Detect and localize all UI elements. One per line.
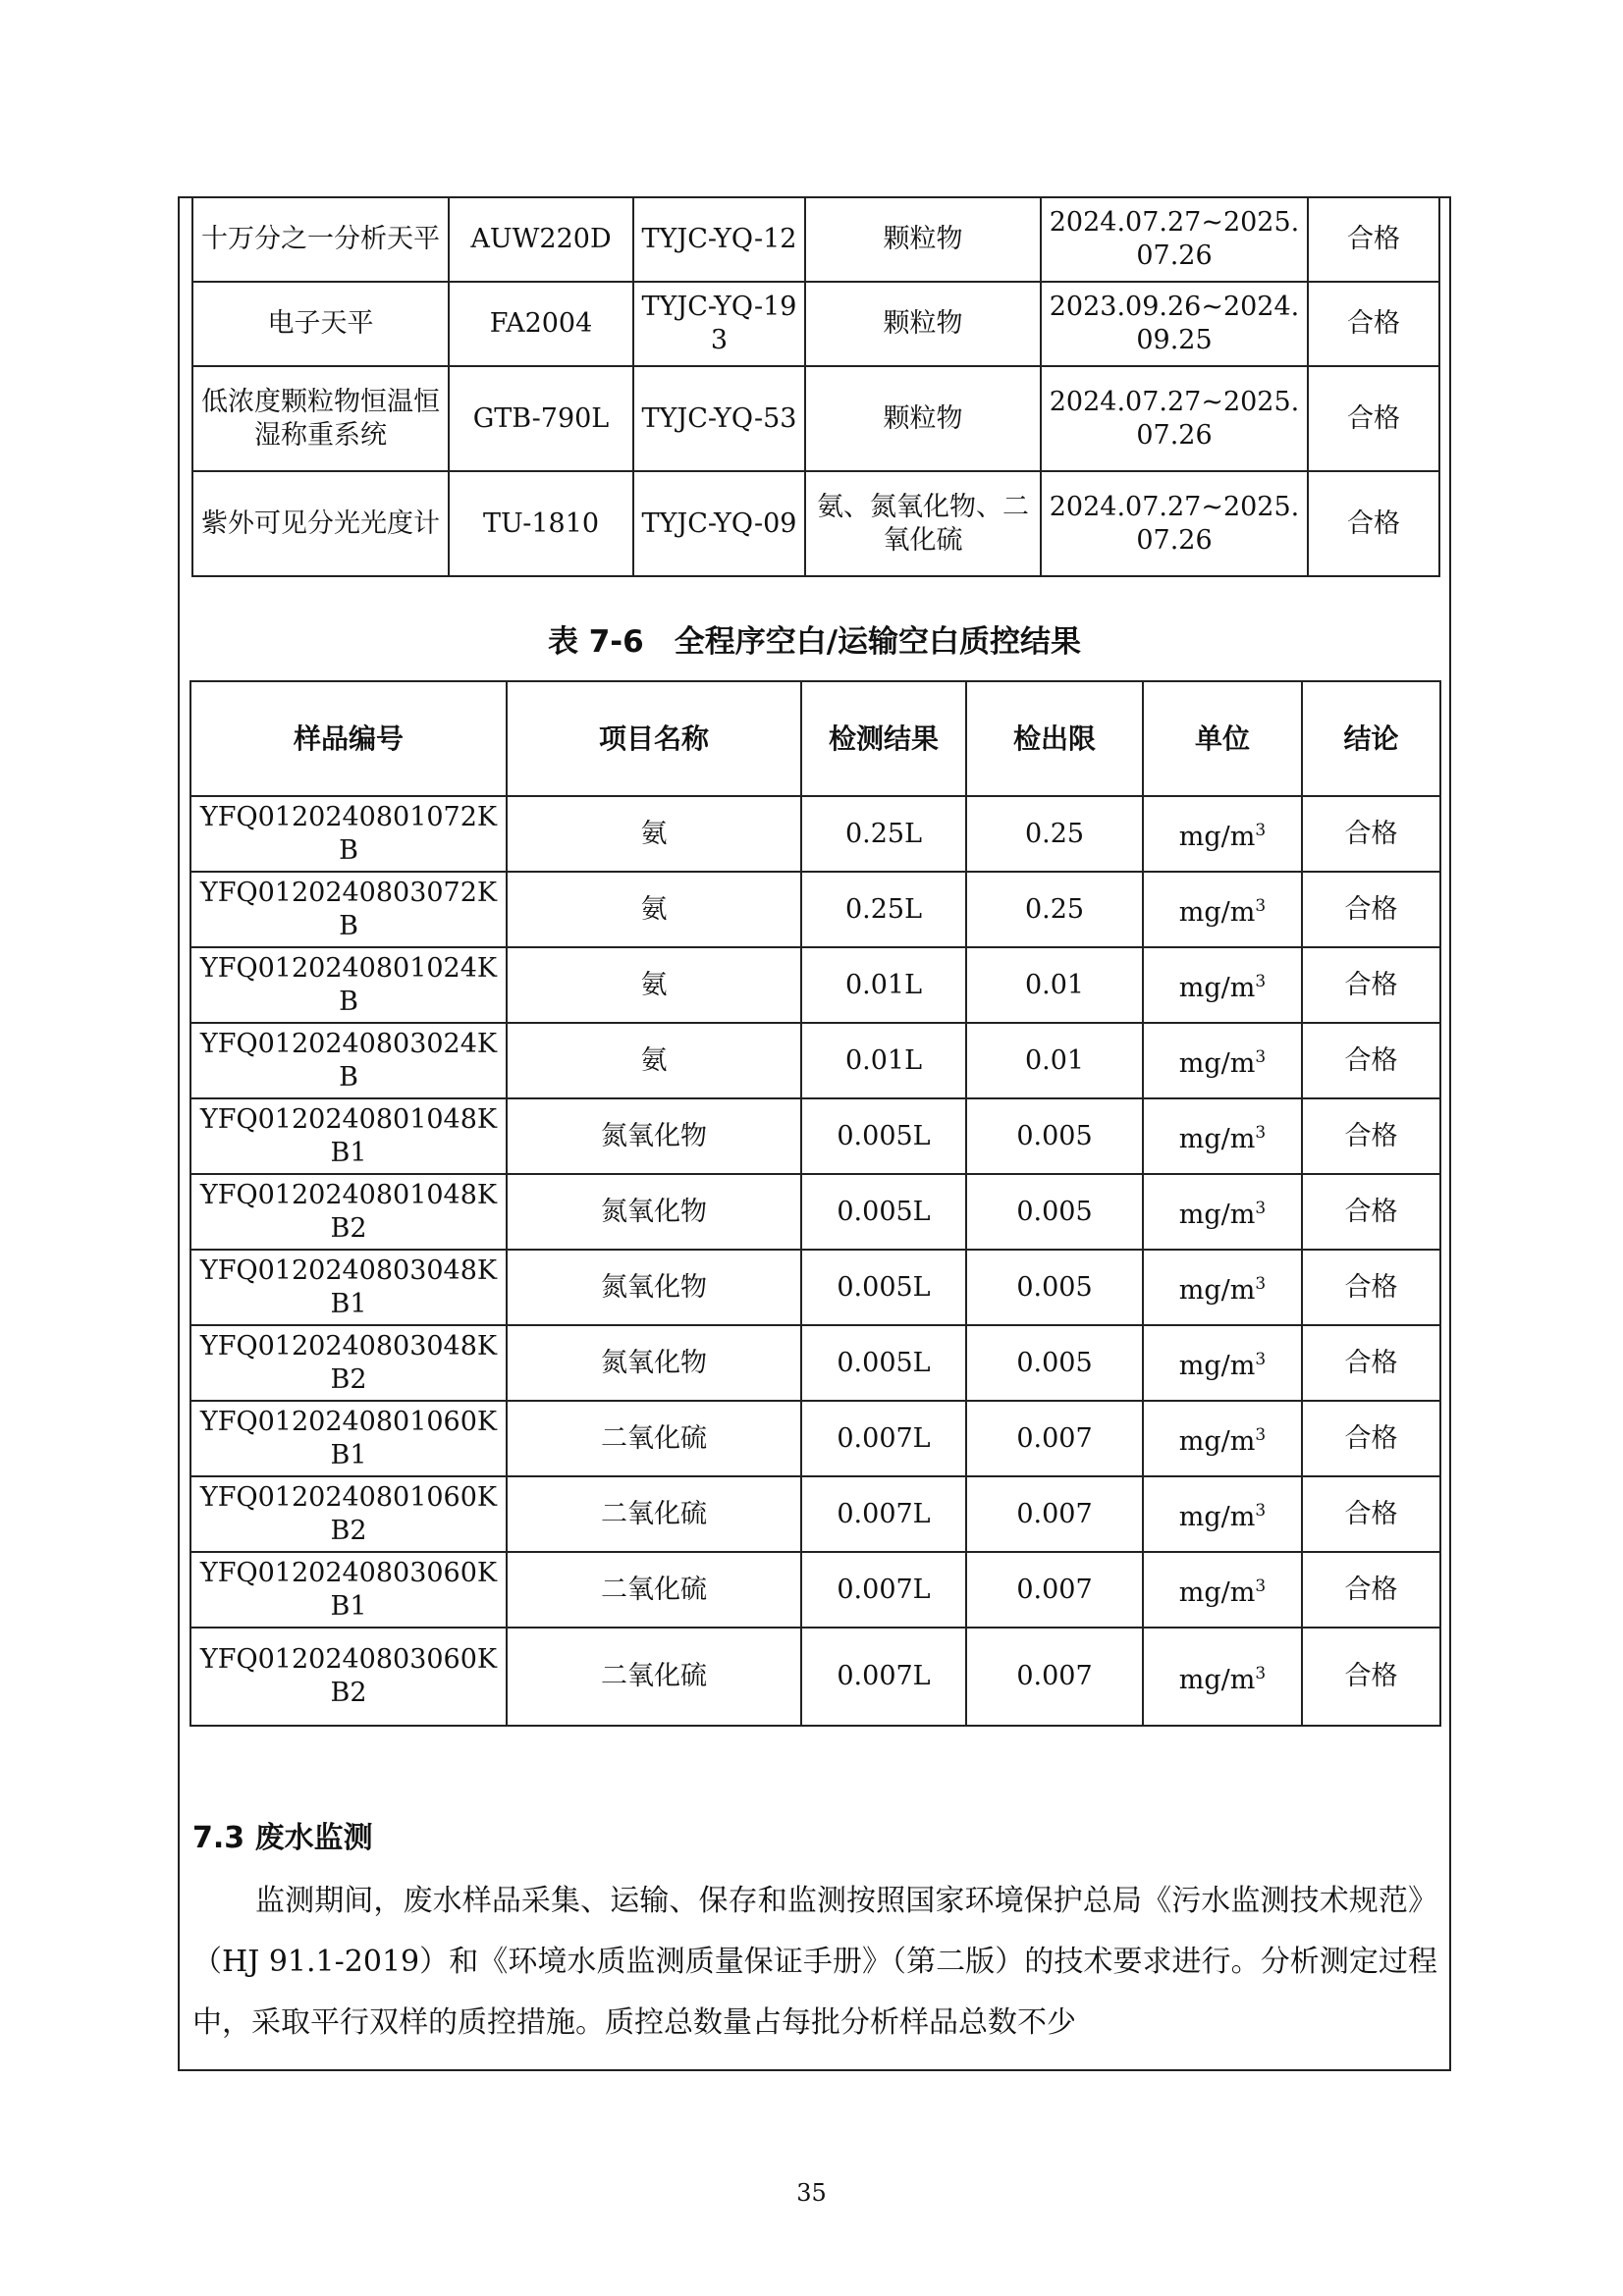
calibration-period: 2024.07.27~2025.07.26 <box>1041 197 1308 282</box>
instrument-name: 紫外可见分光光度计 <box>192 471 449 576</box>
conclusion: 合格 <box>1302 1476 1440 1552</box>
detection-limit: 0.005 <box>966 1250 1143 1325</box>
item-name: 二氧化硫 <box>507 1552 801 1628</box>
unit-exponent: 3 <box>1255 1274 1267 1294</box>
sample-id: YFQ0120240801024KB <box>190 947 507 1023</box>
item-name: 氨 <box>507 872 801 947</box>
unit <box>1143 1023 1302 1098</box>
conclusion: 合格 <box>1302 1174 1440 1250</box>
test-result: 0.01L <box>801 947 966 1023</box>
item-name: 氨 <box>507 1023 801 1098</box>
instrument-result: 合格 <box>1308 282 1439 366</box>
detection-limit: 0.01 <box>966 1023 1143 1098</box>
blank-qc-results-table <box>189 680 1441 1727</box>
qc-table-row <box>190 1325 1440 1401</box>
unit-exponent: 3 <box>1255 1047 1267 1067</box>
instrument-name: 低浓度颗粒物恒温恒湿称重系统 <box>192 366 449 471</box>
sample-id: YFQ0120240801072KB <box>190 796 507 872</box>
unit-base: mg/m <box>1178 822 1256 852</box>
unit <box>1143 1552 1302 1628</box>
test-result: 0.25L <box>801 796 966 872</box>
detection-limit: 0.005 <box>966 1325 1143 1401</box>
sample-id: YFQ0120240801048KB1 <box>190 1098 507 1174</box>
unit-base: mg/m <box>1178 1351 1256 1381</box>
instrument-result: 合格 <box>1308 197 1439 282</box>
conclusion: 合格 <box>1302 872 1440 947</box>
qc-table-row <box>190 1401 1440 1476</box>
instrument-calibration-table <box>191 196 1440 577</box>
qc-table-row <box>190 796 1440 872</box>
qc-table-row <box>190 947 1440 1023</box>
calibration-period: 2024.07.27~2025.07.26 <box>1041 471 1308 576</box>
sample-id: YFQ0120240803048KB2 <box>190 1325 507 1401</box>
qc-table-row <box>190 872 1440 947</box>
detection-limit: 0.007 <box>966 1401 1143 1476</box>
table-caption: 表 7-6 全程序空白/运输空白质控结果 <box>547 624 1082 660</box>
qc-table-row <box>190 1476 1440 1552</box>
item-name: 二氧化硫 <box>507 1401 801 1476</box>
test-result: 0.005L <box>801 1325 966 1401</box>
instrument-model: TU-1810 <box>449 471 633 576</box>
unit-exponent: 3 <box>1255 896 1267 916</box>
unit-base: mg/m <box>1178 1426 1256 1457</box>
item-name: 氮氧化物 <box>507 1098 801 1174</box>
detection-limit: 0.25 <box>966 796 1143 872</box>
instrument-row <box>192 282 1439 366</box>
sample-id: YFQ0120240803060KB2 <box>190 1628 507 1726</box>
instrument-result: 合格 <box>1308 366 1439 471</box>
test-result: 0.007L <box>801 1476 966 1552</box>
unit-base: mg/m <box>1178 1200 1256 1230</box>
conclusion: 合格 <box>1302 947 1440 1023</box>
header-test-result: 检测结果 <box>801 681 966 796</box>
instrument-model: AUW220D <box>449 197 633 282</box>
page-number: 35 <box>796 2179 827 2207</box>
sample-id: YFQ0120240803024KB <box>190 1023 507 1098</box>
sample-id: YFQ0120240803060KB1 <box>190 1552 507 1628</box>
detection-limit: 0.01 <box>966 947 1143 1023</box>
sample-id: YFQ0120240801060KB2 <box>190 1476 507 1552</box>
conclusion: 合格 <box>1302 1250 1440 1325</box>
unit-exponent: 3 <box>1255 1501 1267 1521</box>
unit-base: mg/m <box>1178 1502 1256 1532</box>
test-result: 0.01L <box>801 1023 966 1098</box>
unit <box>1143 1098 1302 1174</box>
sample-id: YFQ0120240803072KB <box>190 872 507 947</box>
unit-exponent: 3 <box>1255 1199 1267 1218</box>
instrument-row <box>192 197 1439 282</box>
header-conclusion: 结论 <box>1302 681 1440 796</box>
unit-base: mg/m <box>1178 973 1256 1003</box>
instrument-table-body <box>192 197 1439 576</box>
instrument-test-item: 氨、氮氧化物、二氧化硫 <box>805 471 1041 576</box>
unit <box>1143 1325 1302 1401</box>
unit <box>1143 1174 1302 1250</box>
detection-limit: 0.005 <box>966 1174 1143 1250</box>
item-name: 氮氧化物 <box>507 1250 801 1325</box>
test-result: 0.005L <box>801 1174 966 1250</box>
unit-base: mg/m <box>1178 1048 1256 1079</box>
test-result: 0.005L <box>801 1250 966 1325</box>
item-name: 二氧化硫 <box>507 1628 801 1726</box>
unit-exponent: 3 <box>1255 1123 1267 1143</box>
qc-table-row <box>190 1250 1440 1325</box>
instrument-test-item: 颗粒物 <box>805 282 1041 366</box>
unit-exponent: 3 <box>1255 1663 1267 1683</box>
sample-id: YFQ0120240801048KB2 <box>190 1174 507 1250</box>
unit-exponent: 3 <box>1255 1350 1267 1369</box>
detection-limit: 0.007 <box>966 1628 1143 1726</box>
test-result: 0.007L <box>801 1401 966 1476</box>
qc-table-row <box>190 1552 1440 1628</box>
section-heading: 7.3 废水监测 <box>192 1821 373 1855</box>
header-detection-limit: 检出限 <box>966 681 1143 796</box>
calibration-period: 2023.09.26~2024.09.25 <box>1041 282 1308 366</box>
instrument-row <box>192 366 1439 471</box>
qc-table-row <box>190 1174 1440 1250</box>
instrument-name: 十万分之一分析天平 <box>192 197 449 282</box>
test-result: 0.25L <box>801 872 966 947</box>
unit-base: mg/m <box>1178 1275 1256 1306</box>
item-name: 氨 <box>507 947 801 1023</box>
conclusion: 合格 <box>1302 1023 1440 1098</box>
qc-table-body <box>190 796 1440 1726</box>
header-item-name: 项目名称 <box>507 681 801 796</box>
unit-base: mg/m <box>1178 1664 1256 1695</box>
unit <box>1143 1401 1302 1476</box>
unit <box>1143 872 1302 947</box>
unit <box>1143 796 1302 872</box>
instrument-row <box>192 471 1439 576</box>
unit <box>1143 1476 1302 1552</box>
item-name: 氮氧化物 <box>507 1325 801 1401</box>
detection-limit: 0.25 <box>966 872 1143 947</box>
instrument-model: FA2004 <box>449 282 633 366</box>
body-paragraph: 监测期间，废水样品采集、运输、保存和监测按照国家环境保护总局《污水监测技术规范》（HJ 91.1-2019）和《环境水质监测质量保证手册》（第二版）的技术要求进行。分析测定过程中，采取平行双样的质控措施。质控总数量占每批分析样品总数不少 <box>192 1884 1437 2040</box>
header-unit: 单位 <box>1143 681 1302 796</box>
table-header-row <box>190 681 1440 796</box>
unit <box>1143 1628 1302 1726</box>
qc-table-row <box>190 1023 1440 1098</box>
instrument-code: TYJC-YQ-09 <box>633 471 805 576</box>
unit-exponent: 3 <box>1255 1425 1267 1445</box>
instrument-name: 电子天平 <box>192 282 449 366</box>
unit-exponent: 3 <box>1255 972 1267 991</box>
unit <box>1143 1250 1302 1325</box>
conclusion: 合格 <box>1302 1325 1440 1401</box>
detection-limit: 0.007 <box>966 1552 1143 1628</box>
unit-base: mg/m <box>1178 897 1256 928</box>
qc-table-row <box>190 1628 1440 1726</box>
unit-base: mg/m <box>1178 1577 1256 1608</box>
item-name: 二氧化硫 <box>507 1476 801 1552</box>
instrument-code: TYJC-YQ-53 <box>633 366 805 471</box>
instrument-code: TYJC-YQ-193 <box>633 282 805 366</box>
sample-id: YFQ0120240801060KB1 <box>190 1401 507 1476</box>
test-result: 0.007L <box>801 1552 966 1628</box>
conclusion: 合格 <box>1302 796 1440 872</box>
conclusion: 合格 <box>1302 1552 1440 1628</box>
instrument-model: GTB-790L <box>449 366 633 471</box>
unit-exponent: 3 <box>1255 821 1267 840</box>
instrument-result: 合格 <box>1308 471 1439 576</box>
detection-limit: 0.005 <box>966 1098 1143 1174</box>
qc-table-row <box>190 1098 1440 1174</box>
sample-id: YFQ0120240803048KB1 <box>190 1250 507 1325</box>
item-name: 氨 <box>507 796 801 872</box>
test-result: 0.005L <box>801 1098 966 1174</box>
unit-exponent: 3 <box>1255 1576 1267 1596</box>
unit-base: mg/m <box>1178 1124 1256 1154</box>
calibration-period: 2024.07.27~2025.07.26 <box>1041 366 1308 471</box>
item-name: 氮氧化物 <box>507 1174 801 1250</box>
test-result: 0.007L <box>801 1628 966 1726</box>
conclusion: 合格 <box>1302 1401 1440 1476</box>
detection-limit: 0.007 <box>966 1476 1143 1552</box>
header-sample-id: 样品编号 <box>190 681 507 796</box>
conclusion: 合格 <box>1302 1098 1440 1174</box>
instrument-test-item: 颗粒物 <box>805 197 1041 282</box>
instrument-test-item: 颗粒物 <box>805 366 1041 471</box>
instrument-code: TYJC-YQ-12 <box>633 197 805 282</box>
conclusion: 合格 <box>1302 1628 1440 1726</box>
unit <box>1143 947 1302 1023</box>
